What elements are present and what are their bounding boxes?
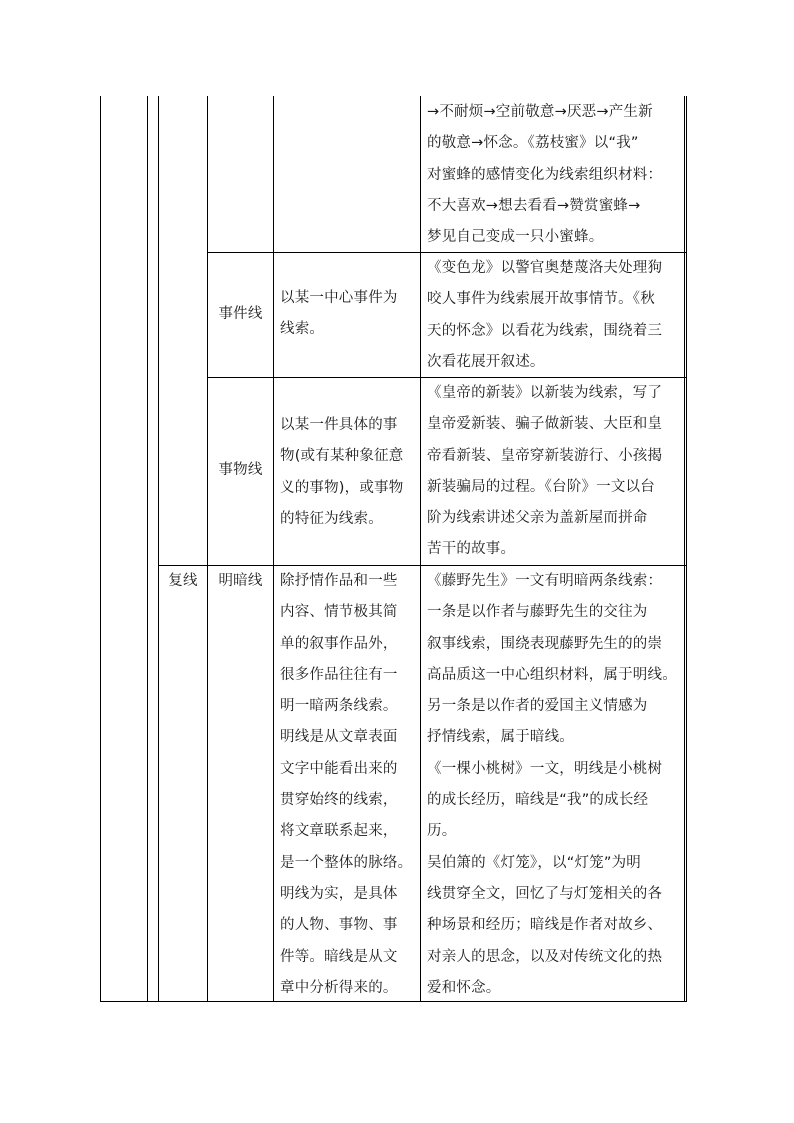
border-col4 <box>420 96 421 1002</box>
text-line: 对蜜蜂的感情变化为线索组织材料： <box>427 166 663 183</box>
text-line: 抒情线索，属于暗线。 <box>427 729 574 746</box>
cell-compound-type: 明暗线 <box>218 573 263 589</box>
text-line: 《皇帝的新装》以新装为线索，写了 <box>427 385 663 401</box>
text-line: 明线为实，是具体 <box>280 885 398 902</box>
text-line: 章中分析得来的。 <box>280 979 398 996</box>
text-line: 件等。暗线是从文 <box>280 948 398 965</box>
text-line: 将文章联系起来， <box>280 823 398 840</box>
text-line: 历。 <box>427 823 457 840</box>
text-line: 明一暗两条线索。 <box>280 698 398 715</box>
cell-compound-category: 复线 <box>168 573 198 589</box>
cell-event-type: 事件线 <box>218 306 263 322</box>
clue-table <box>100 96 687 1002</box>
cell-object-type: 事物线 <box>218 462 263 478</box>
text-line: 梦见自己变成一只小蜜蜂。 <box>427 229 604 246</box>
text-line: 不大喜欢→想去看看→赞赏蜜蜂→ <box>427 197 641 214</box>
text-line: 咬人事件为线索展开故事情节。《秋 <box>427 291 655 308</box>
text-line: 帝看新装、皇帝穿新装游行、小孩揭 <box>427 447 663 464</box>
border-col1b <box>158 96 159 1002</box>
cell-event-example <box>427 253 683 378</box>
text-line: 苦干的故事。 <box>427 541 516 558</box>
text-line: 的敬意→怀念。《荔枝蜜》以“我” <box>427 135 639 152</box>
text-line: 内容、情节极其简 <box>280 604 398 621</box>
text-line: 叙事线索，围绕表现藤野先生的的崇 <box>427 635 663 652</box>
cell-continued-example <box>427 97 683 253</box>
text-line: 的人物、事物、事 <box>280 917 398 934</box>
text-line: 对亲人的思念，以及对传统文化的热 <box>427 948 663 965</box>
text-line: 种场景和经历；暗线是作者对故乡、 <box>427 917 663 934</box>
text-line: 高品质这一中心组织材料，属于明线。 <box>427 666 677 683</box>
border-col3 <box>273 96 274 1002</box>
text-line: 《藤野先生》一文有明暗两条线索： <box>427 573 663 589</box>
cell-compound-definition <box>280 566 420 1004</box>
text-line: 一条是以作者与藤野先生的交往为 <box>427 604 648 621</box>
text-line: 的成长经历，暗线是“我”的成长经 <box>427 792 649 809</box>
text-line: 很多作品往往有一 <box>280 666 398 683</box>
text-line: 以某一中心事件为 <box>280 290 398 306</box>
border-right <box>686 96 687 1002</box>
text-line: 天的怀念》以看花为线索，围绕着三 <box>427 322 663 339</box>
text-line: 次看花展开叙述。 <box>427 353 545 370</box>
text-line: 单的叙事作品外， <box>280 635 398 652</box>
cell-object-example <box>427 378 683 566</box>
border-col2 <box>207 96 208 1002</box>
text-line: 线索。 <box>280 321 325 338</box>
text-line: 《一棵小桃树》一文，明线是小桃树 <box>427 760 663 777</box>
text-line: 爱和怀念。 <box>427 979 501 996</box>
text-line: 线贯穿全文，回忆了与灯笼相关的各 <box>427 885 663 902</box>
text-line: 义的事物)，或事物 <box>280 479 404 496</box>
border-left <box>100 96 101 1002</box>
text-line: 是一个整体的脉络。 <box>280 854 413 871</box>
text-line: 除抒情作品和一些 <box>280 573 398 589</box>
text-line: 新装骗局的过程。《台阶》一文以台 <box>427 478 655 495</box>
text-line: 以某一件具体的事 <box>280 417 398 433</box>
cell-compound-example <box>427 566 683 1004</box>
text-line: 吴伯箫的《灯笼》，以“灯笼”为明 <box>427 854 641 871</box>
border-col5 <box>684 96 685 1002</box>
text-line: 皇帝爱新装、骗子做新装、大臣和皇 <box>427 416 663 433</box>
text-line: →不耐烦→空前敬意→厌恶→产生新 <box>427 104 653 120</box>
text-line: 阶为线索讲述父亲为盖新屋而拼命 <box>427 510 648 527</box>
text-line: 明线是从文章表面 <box>280 729 398 746</box>
border-col1 <box>147 96 148 1002</box>
text-line: 文字中能看出来的 <box>280 760 398 777</box>
cell-object-definition <box>280 410 420 535</box>
text-line: 的特征为线索。 <box>280 510 383 527</box>
text-line: 贯穿始终的线索， <box>280 792 398 809</box>
text-line: 另一条是以作者的爱国主义情感为 <box>427 698 648 715</box>
cell-event-definition <box>280 283 420 346</box>
text-line: 《变色龙》以警官奥楚蔑洛夫处理狗 <box>427 260 663 276</box>
text-line: 物(或有某种象征意 <box>280 448 404 465</box>
